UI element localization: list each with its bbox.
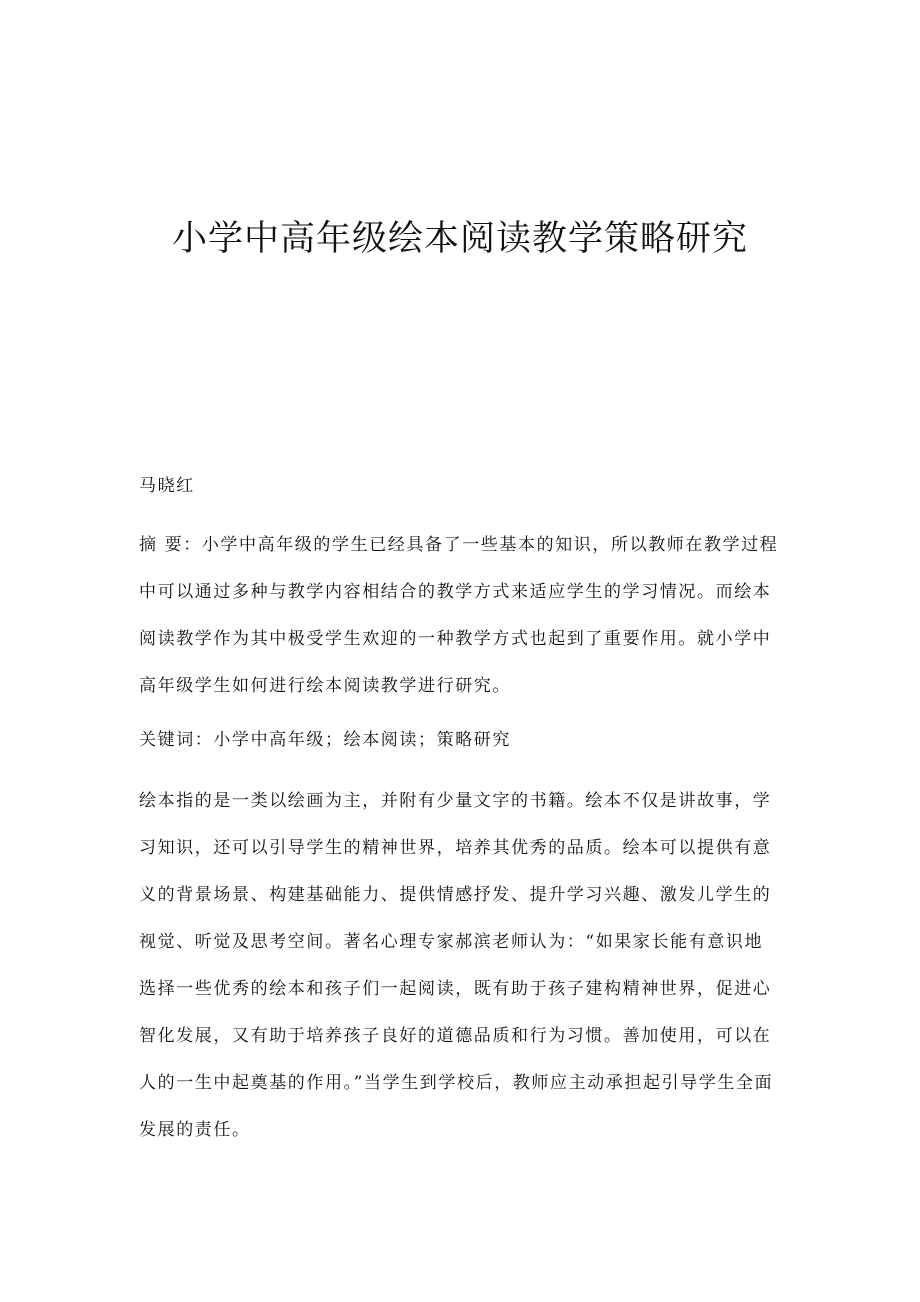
paper-title: 小学中高年级绘本阅读教学策略研究 <box>171 219 748 259</box>
author-name: 马晓红 <box>139 476 195 496</box>
keywords-line <box>139 724 781 756</box>
abstract-text: 小学中高年级的学生已经具备了一些基本的知识，所以教师在教学过程中可以通过多种与教学内容相结合的教学方式来适应学生的学习情况。而绘本阅读教学作为其中极受学生欢迎的一种教学方式也起到了重要作用。就小学中高年级学生如何进行绘本阅读教学进行研究。 <box>139 535 779 696</box>
keywords-text: 小学中高年级；绘本阅读；策略研究 <box>213 730 512 750</box>
abstract-label: 摘 要： <box>139 535 202 555</box>
keywords-label: 关键词： <box>139 730 214 750</box>
body-paragraph: 绘本指的是一类以绘画为主，并附有少量文字的书籍。绘本不仅是讲故事，学习知识，还可以引导学生的精神世界，培养其优秀的品质。绘本可以提供有意义的背景场景、构建基础能力、提供情感抒发、提升学习兴趣、激发儿学生的视觉、听觉及思考空间。著名心理专家郝滨老师认为：“如果家长能有意识地选择一些优秀的绘本和孩子们一起阅读，既有助于孩子建构精神世界，促进心智化发展，又有助于培养孩子良好的道德品质和行为习惯。善加使用，可以在人的一生中起奠基的作用。”当学生到学校后，教师应主动承担起引导学生全面发展的责任。 <box>139 791 774 1140</box>
abstract-paragraph <box>139 522 781 710</box>
